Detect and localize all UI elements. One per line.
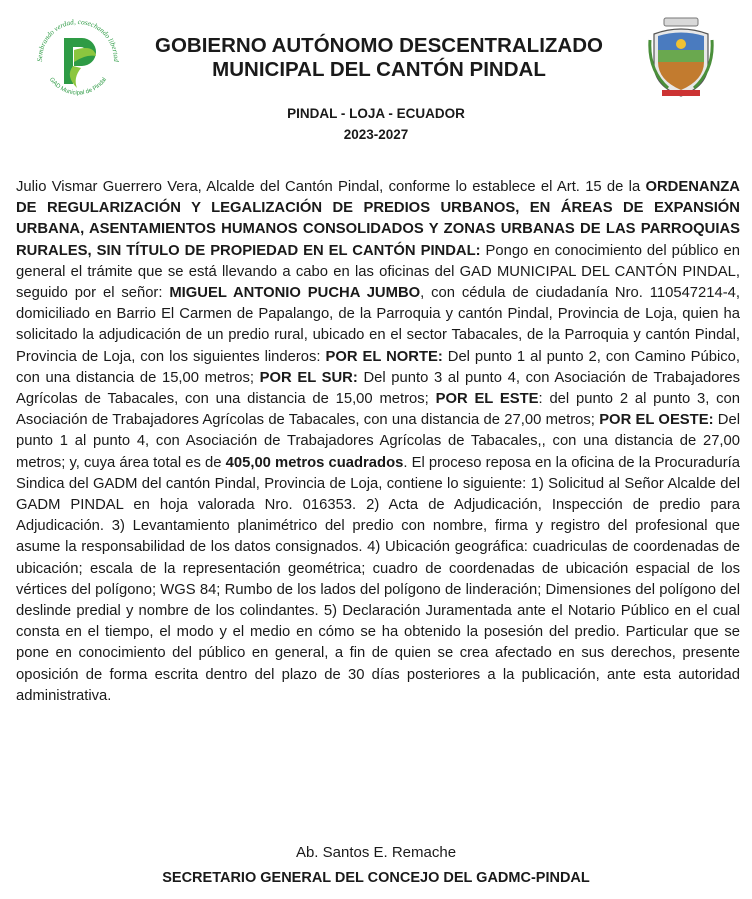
title-line-2: MUNICIPAL DEL CANTÓN PINDAL: [212, 58, 546, 81]
ordinance-name: ORDENANZA DE REGULARIZACIÓN Y LEGALIZACIÓN DE PREDIOS URBANOS, EN ÁREAS DE EXPANSIÓN URBANA, ASENTAMIENTOS HUMANOS CONSOLIDADOS Y ZONAS URBANAS DE LAS PARROQUIAS RURALES, SIN TÍTULO DE PROPIEDAD EN EL CANTÓN PINDAL:: [16, 179, 740, 259]
boundary-west-label: POR EL OESTE:: [599, 412, 714, 429]
notice-text: Julio Vismar Guerrero Vera, Alcalde del Cantón Pindal, conforme lo establece el Art. 15 de la: [16, 179, 646, 195]
location-line: PINDAL - LOJA - ECUADOR: [287, 106, 465, 121]
period-line: 2023-2027: [343, 127, 409, 142]
gad-pindal-logo: [30, 10, 126, 106]
notice-text: Pongo en conocimiento del público en general el trámite que se está llevando a cabo en las oficinas del GAD MUNICIPAL DEL CANTÓN PINDAL, seguido por el señor:: [16, 242, 740, 302]
logo-caption: GAD Municipal de Pindal: [47, 76, 109, 97]
boundary-south-label: POR EL SUR:: [259, 369, 358, 386]
notice-text: . El proceso reposa en la oficina de la Procuraduría Sindica del GADM del cantón Pindal, Provincia de Loja, contiene lo siguiente: 1) Solicitud al Señor Alcalde del GADM PINDAL en hoja valorada Nro. 016353. 2) Acta de Adjudicación, Inspección de predio para Adjudicación. 3) Levantamiento planimétrico del predio con nombre, firma y registro del profesional que asume la responsabilidad de los datos consignados. 4) Ubicación geográfica: cuadriculas de coordenadas de ubicación; escala de la representación geométrica; cuadro de coordenadas de ubicación espacial de los vértices del polígono; WGS 84; Rumbo de los lados del polígono de linderación; Dimensiones del polígono del deslinde predial y nombre de los colindantes. 5) Declaración Juramentada ante el Notario Público en el cual consta en el tiempo, el modo y el medio en cómo se ha obtenido la posesión del predio. Particular que se pone en conocimiento del público en general, a fin de quien se crea afectado en sus derechos, presente oposición de forma escrita dentro del plazo de 30 días posteriores a la publicación, ante esta autoridad administrativa.: [16, 454, 740, 704]
signatory-name: Ab. Santos E. Remache: [295, 844, 457, 861]
notice-text: Del punto 3 al punto 4, con Asociación de Trabajadores Agrícolas de Tabacales, con una distancia de 15,00 metros;: [16, 369, 740, 408]
coat-of-arms-icon: [648, 14, 714, 100]
notice-text: : del punto 2 al punto 3, con Asociación de Trabajadores Agrícolas de Tabacales, con una distancia de 27,00 metros;: [16, 391, 740, 429]
total-area: 405,00 metros cuadrados: [225, 454, 404, 471]
notice-text: Del punto 1 al punto 4, con Asociación de Trabajadores Agrícolas de Tabacales,, con una distancia de 27,00 metros; y, cuya área total es de: [16, 412, 740, 471]
notice-text: Del punto 1 al punto 2, con Camino Púbico, con una distancia de 15,00 metros;: [16, 348, 740, 386]
boundary-east-label: POR EL ESTE: [435, 391, 539, 408]
title-line-1: GOBIERNO AUTÓNOMO DESCENTRALIZADO: [155, 34, 603, 57]
header-title: [126, 34, 632, 82]
public-notice-body: [16, 177, 740, 707]
signatory-title: SECRETARIO GENERAL DEL CONCEJO DEL GADMC-PINDAL: [162, 870, 590, 886]
applicant-name: MIGUEL ANTONIO PUCHA JUMBO: [169, 285, 421, 302]
notice-text: , con cédula de ciudadanía Nro. 110547214-4, domiciliado en Barrio El Carmen de Papalango, de la Parroquia y cantón Pindal, Provincia de Loja, quien ha solicitado la adjudicación de un predio rural, ubicado en el sector Tabacales, de la Parroquia y cantón Pindal, Provincia de Loja, con los siguientes linderos:: [16, 285, 740, 365]
logo-slogan: Sembrando verdad, cosechando libertad: [35, 17, 121, 62]
boundary-north-label: POR EL NORTE:: [325, 348, 443, 365]
